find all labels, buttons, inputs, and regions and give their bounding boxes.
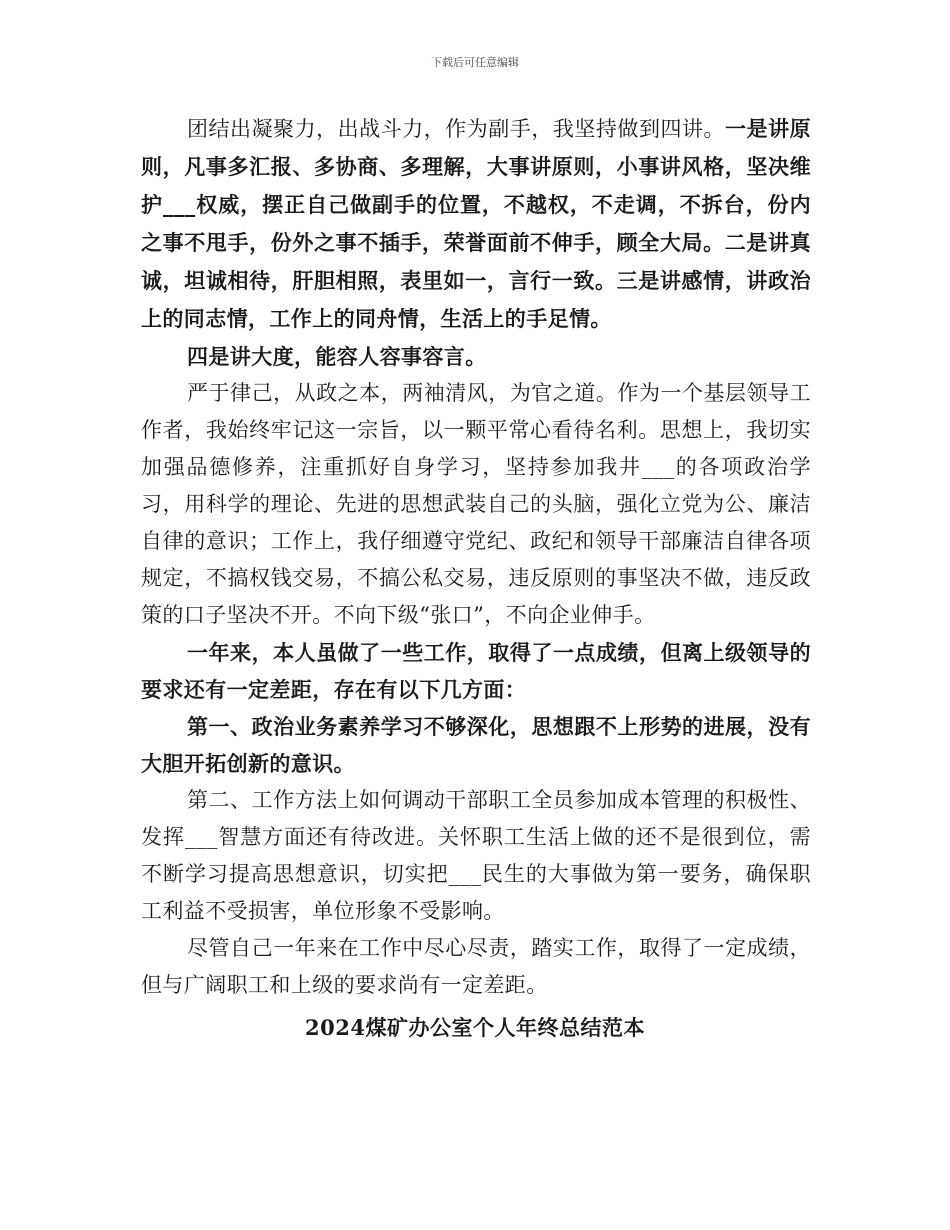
paragraph-intro-text: 团结出凝聚力，出战斗力，作为副手，我坚持做到四讲。: [187, 117, 726, 141]
paragraph-self-discipline: 严于律己，从政之本，两袖清风，为官之道。作为一个基层领导工作者，我始终牢记这一宗旨，以一颗平常心看待名利。思想上，我切实加强品德修养，注重抓好自身学习，坚持参加我井___的各项政治学习，用科学的理论、先进的思想武装自己的头脑，强化立党为公、廉洁自律的意识；工作上，我仔细遵守党纪、政纪和领导干部廉洁自律各项规定，不搞权钱交易，不搞公私交易，违反原则的事坚决不做，违反政策的口子坚决不开。不向下级“张口”，不向企业伸手。: [141, 381, 811, 627]
paragraph-conclusion: 尽管自己一年来在工作中尽心尽责，踏实工作，取得了一定成绩，但与广阔职工和上级的要求尚有一定差距。: [141, 936, 811, 997]
paragraph-four-principles: [141, 110, 811, 338]
paragraph-shortcoming-second: 第二、工作方法上如何调动干部职工全员参加成本管理的积极性、发挥___智慧方面还有待改进。关怀职工生活上做的还不是很到位，需不断学习提高思想意识，切实把___民生的大事做为第一要务，确保职工利益不受损害，单位形象不受影响。: [141, 788, 811, 923]
paragraph-magnanimity: 四是讲大度，能容人容事容言。: [187, 344, 487, 369]
paragraph-principles-bold-text: 一是讲原则，凡事多汇报、多协商、多理解，大事讲原则，小事讲风格，坚决维护___权威，摆正自己做副手的位置，不越权，不走调，不拆台，份内之事不甩手，份外之事不插手，荣誉面前不伸手，顾全大局。二是讲真诚，坦诚相待，肝胆相照，表里如一，言行一致。三是讲感情，讲政治上的同志情，工作上的同舟情，生活上的手足情。: [141, 116, 811, 331]
page-header-note: 下载后可任意编辑: [431, 56, 519, 69]
next-section-title: 2024煤矿办公室个人年终总结范本: [305, 1015, 645, 1040]
document-body: [141, 110, 811, 1004]
paragraph-shortcomings-intro: 一年来，本人虽做了一些工作，取得了一点成绩，但离上级领导的要求还有一定差距，存在有以下几方面：: [141, 640, 811, 702]
paragraph-shortcoming-first: 第一、政治业务素养学习不够深化，思想跟不上形势的进展，没有大胆开拓创新的意识。: [141, 714, 811, 776]
